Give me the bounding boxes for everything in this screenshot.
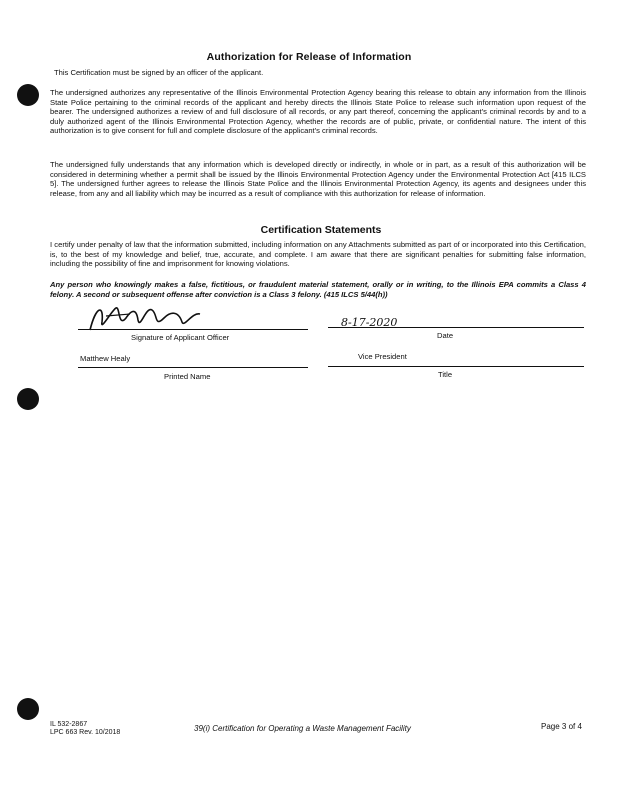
- form-id-line-1: IL 532-2867: [50, 721, 88, 728]
- printed-name-value: Matthew Healy: [80, 354, 131, 363]
- authorization-paragraph-1: The undersigned authorizes any representative of the Illinois Environmental Protection Agency bearing this release to obtain any information from the Illinois State Police pertaining to the criminal records of the applicant and hereby directs the Illinois State Police to release such information upon request of the bearer. The undersigned authorizes a review of and full disclosure of all records, or any part thereof, concerning the applicant's criminal records by and to a duly authorized agent of the Illinois Environmental Protection Agency, whether the records are of public, private, or confidential nature. The intent of this authorization is to give consent for full and complete disclosure of the applicant's criminal records.: [50, 88, 586, 136]
- title-value: Vice President: [358, 352, 407, 361]
- binder-hole-middle: [17, 388, 39, 410]
- date-value: 8-17-2020: [341, 316, 398, 329]
- page-title: Authorization for Release of Information: [206, 51, 412, 63]
- signer-note: This Certification must be signed by an officer of the applicant.: [54, 68, 264, 77]
- title-line: [328, 366, 584, 367]
- form-title: 39(i) Certification for Operating a Waste Management Facility: [194, 724, 411, 733]
- printed-name-label: Printed Name: [164, 372, 211, 381]
- handwritten-signature: [86, 300, 206, 336]
- certification-statement: I certify under penalty of law that the information submitted, including information on any Attachments submitted as part of or incorporated into this Certification, is, to the best of my knowledge and belief, true, accurate, and complete. I am aware that there are significant penalties for submitting false information, including the possibility of fine and imprisonment for knowing violations.: [50, 240, 586, 269]
- signature-graphic: [86, 300, 206, 336]
- authorization-paragraph-2: The undersigned fully understands that any information which is developed directly or indirectly, in whole or in part, as a result of this authorization will be considered in determining whether a permit shall be issued by the Illinois Environmental Protection Agency under the Environmental Protection Act [415 ILCS 5]. The undersigned further agrees to release the Illinois State Police and the Illinois Environmental Protection Agency, its agents and designees under this release, from any and all liability which may be incurred as a result of compliance with this authorization for release of information.: [50, 160, 586, 198]
- date-line: [328, 327, 584, 328]
- form-id: [50, 721, 120, 737]
- binder-hole-bottom: [17, 698, 39, 720]
- page-number: Page 3 of 4: [541, 722, 582, 731]
- felony-warning: Any person who knowingly makes a false, fictitious, or fraudulent material statement, orally or in writing, to the Illinois EPA commits a Class 4 felony. A second or subsequent offense after conviction is a Class 3 felony. (415 ILCS 5/44(h)): [50, 280, 586, 299]
- signature-label: Signature of Applicant Officer: [131, 333, 230, 342]
- printed-name-line: [78, 367, 308, 368]
- title-label: Title: [438, 370, 453, 379]
- form-id-line-2: LPC 663 Rev. 10/2018: [50, 729, 121, 736]
- binder-hole-top: [17, 84, 39, 106]
- signature-line: [78, 329, 308, 330]
- date-label: Date: [437, 331, 454, 340]
- certification-title: Certification Statements: [260, 224, 382, 236]
